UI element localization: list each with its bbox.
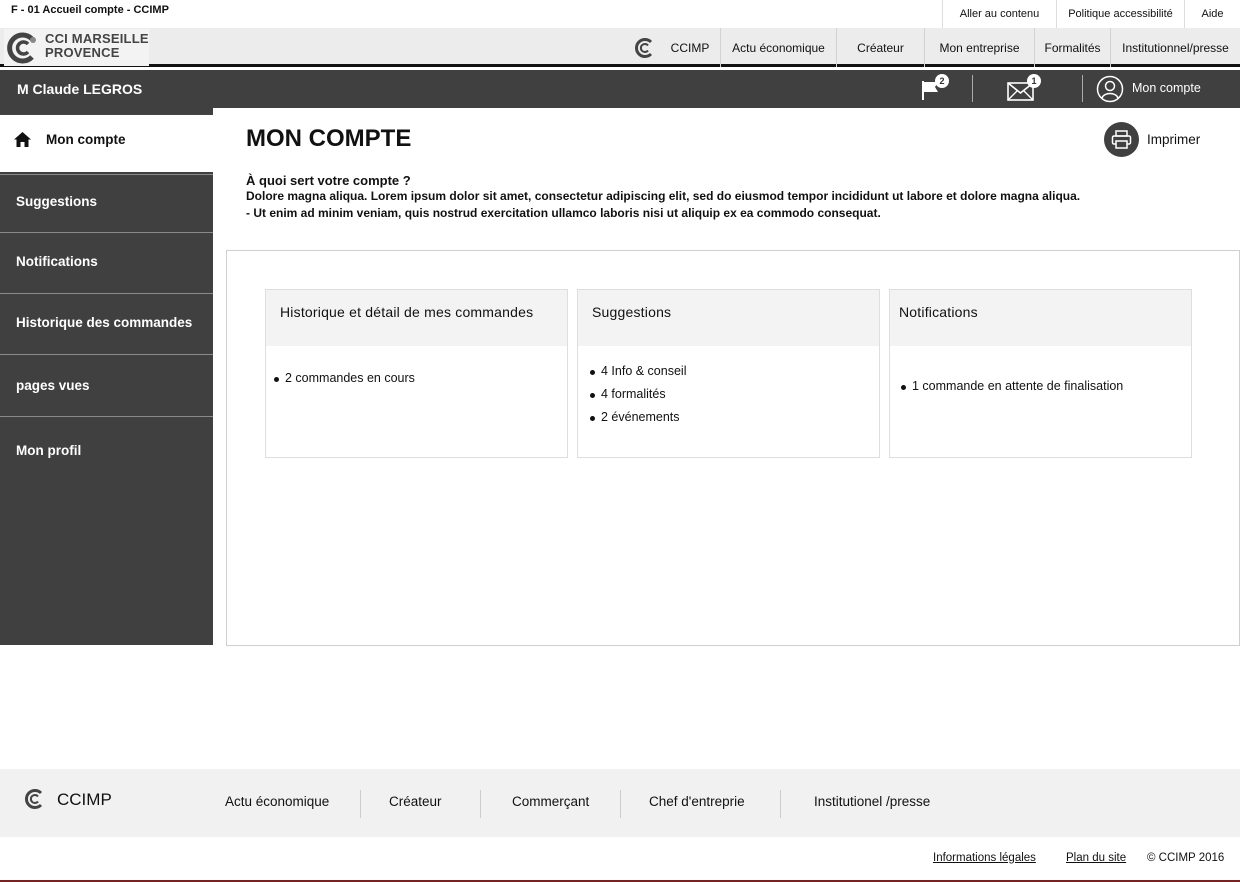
card-title: Notifications — [890, 290, 1191, 346]
footer-brand[interactable]: CCIMP — [57, 790, 112, 809]
card-historique-commandes[interactable] — [265, 289, 568, 458]
footer-link-institutionel-presse[interactable]: Institutionel /presse — [814, 794, 931, 809]
intro-text: - Ut enim ad minim veniam, quis nostrud exercitation ullamco laboris nisi ut aliquip ex ea commodo consequat. — [246, 206, 881, 220]
user-name: M Claude LEGROS — [17, 81, 143, 97]
ccimp-nav-icon — [634, 37, 656, 59]
flag-count-badge: 2 — [935, 74, 949, 88]
sidebar-item-mon-profil[interactable] — [0, 416, 213, 478]
accessibility-policy-link[interactable]: Politique accessibilité — [1056, 0, 1184, 28]
list-item[interactable]: 2 commandes en cours — [274, 371, 415, 394]
footer-link-chef-entreprise[interactable]: Chef d'entreprie — [649, 794, 745, 809]
divider — [972, 75, 973, 102]
sidebar-item-label: Mon compte — [46, 132, 126, 147]
footer-link-commercant[interactable]: Commerçant — [512, 794, 590, 809]
intro-question: À quoi sert votre compte ? — [246, 173, 411, 188]
card-title: Suggestions — [578, 290, 879, 346]
divider — [780, 790, 781, 818]
divider — [1082, 75, 1083, 102]
intro-text: Dolore magna aliqua. Lorem ipsum dolor sit amet, consectetur adipiscing elit, sed do eiusmod tempor incididunt ut labore et dolore magna aliqua. — [246, 189, 1081, 203]
skip-to-content-link[interactable]: Aller au contenu — [942, 0, 1056, 28]
list-item[interactable]: 4 formalités — [590, 387, 686, 410]
messages-button[interactable] — [1007, 76, 1045, 102]
copyright: © CCIMP 2016 — [1147, 852, 1225, 864]
ccimp-footer-icon — [24, 788, 46, 810]
sitemap-link[interactable]: Plan du site — [1066, 852, 1127, 864]
list-item[interactable]: 1 commande en attente de finalisation — [901, 379, 1123, 402]
sidebar-item-suggestions[interactable] — [0, 174, 213, 232]
card-title: Historique et détail de mes commandes — [266, 290, 567, 346]
home-icon — [13, 131, 32, 148]
footer-link-actu-economique[interactable]: Actu économique — [225, 794, 330, 809]
cci-logo-icon — [6, 31, 40, 65]
user-bar — [0, 70, 1240, 108]
sidebar-item-label: Notifications — [16, 254, 98, 269]
sidebar-item-label: pages vues — [16, 378, 90, 393]
nav-institutionnel-presse[interactable]: Institutionnel/presse — [1110, 28, 1240, 67]
sidebar-item-pages-vues[interactable] — [0, 354, 213, 416]
card-notifications[interactable] — [889, 289, 1192, 458]
sidebar-item-label: Suggestions — [16, 194, 98, 209]
divider — [360, 790, 361, 818]
page-title: MON COMPTE — [246, 125, 412, 152]
card-suggestions[interactable] — [577, 289, 880, 458]
help-link[interactable]: Aide — [1184, 0, 1240, 28]
nav-ccimp[interactable]: CCIMP — [670, 41, 710, 55]
mail-count-badge: 1 — [1027, 74, 1041, 88]
document-title: F - 01 Accueil compte - CCIMP — [11, 4, 169, 16]
footer-link-createur[interactable]: Créateur — [389, 794, 442, 809]
sidebar-item-notifications[interactable] — [0, 232, 213, 293]
account-label: Mon compte — [1132, 81, 1201, 95]
nav-formalites[interactable]: Formalités — [1034, 28, 1110, 67]
nav-actu-economique[interactable]: Actu économique — [720, 28, 836, 67]
sidebar-item-historique-commandes[interactable] — [0, 293, 213, 354]
logo-text: CCI MARSEILLE PROVENCE — [45, 31, 149, 60]
card-list — [274, 371, 415, 394]
sidebar-item-label: Historique des commandes — [16, 315, 193, 330]
card-list — [901, 379, 1123, 402]
print-label[interactable]: Imprimer — [1147, 132, 1201, 147]
print-button[interactable] — [1104, 122, 1139, 157]
divider — [620, 790, 621, 818]
printer-icon — [1111, 129, 1132, 150]
user-avatar-icon — [1096, 75, 1124, 103]
flag-notifications-button[interactable] — [920, 76, 952, 102]
legal-info-link[interactable]: Informations légales — [933, 852, 1036, 864]
card-list — [590, 364, 686, 433]
divider — [480, 790, 481, 818]
nav-mon-entreprise[interactable]: Mon entreprise — [924, 28, 1034, 67]
sidebar-item-label: Mon profil — [16, 443, 82, 458]
nav-createur[interactable]: Créateur — [836, 28, 924, 67]
list-item[interactable]: 2 événements — [590, 410, 686, 433]
list-item[interactable]: 4 Info & conseil — [590, 364, 686, 387]
